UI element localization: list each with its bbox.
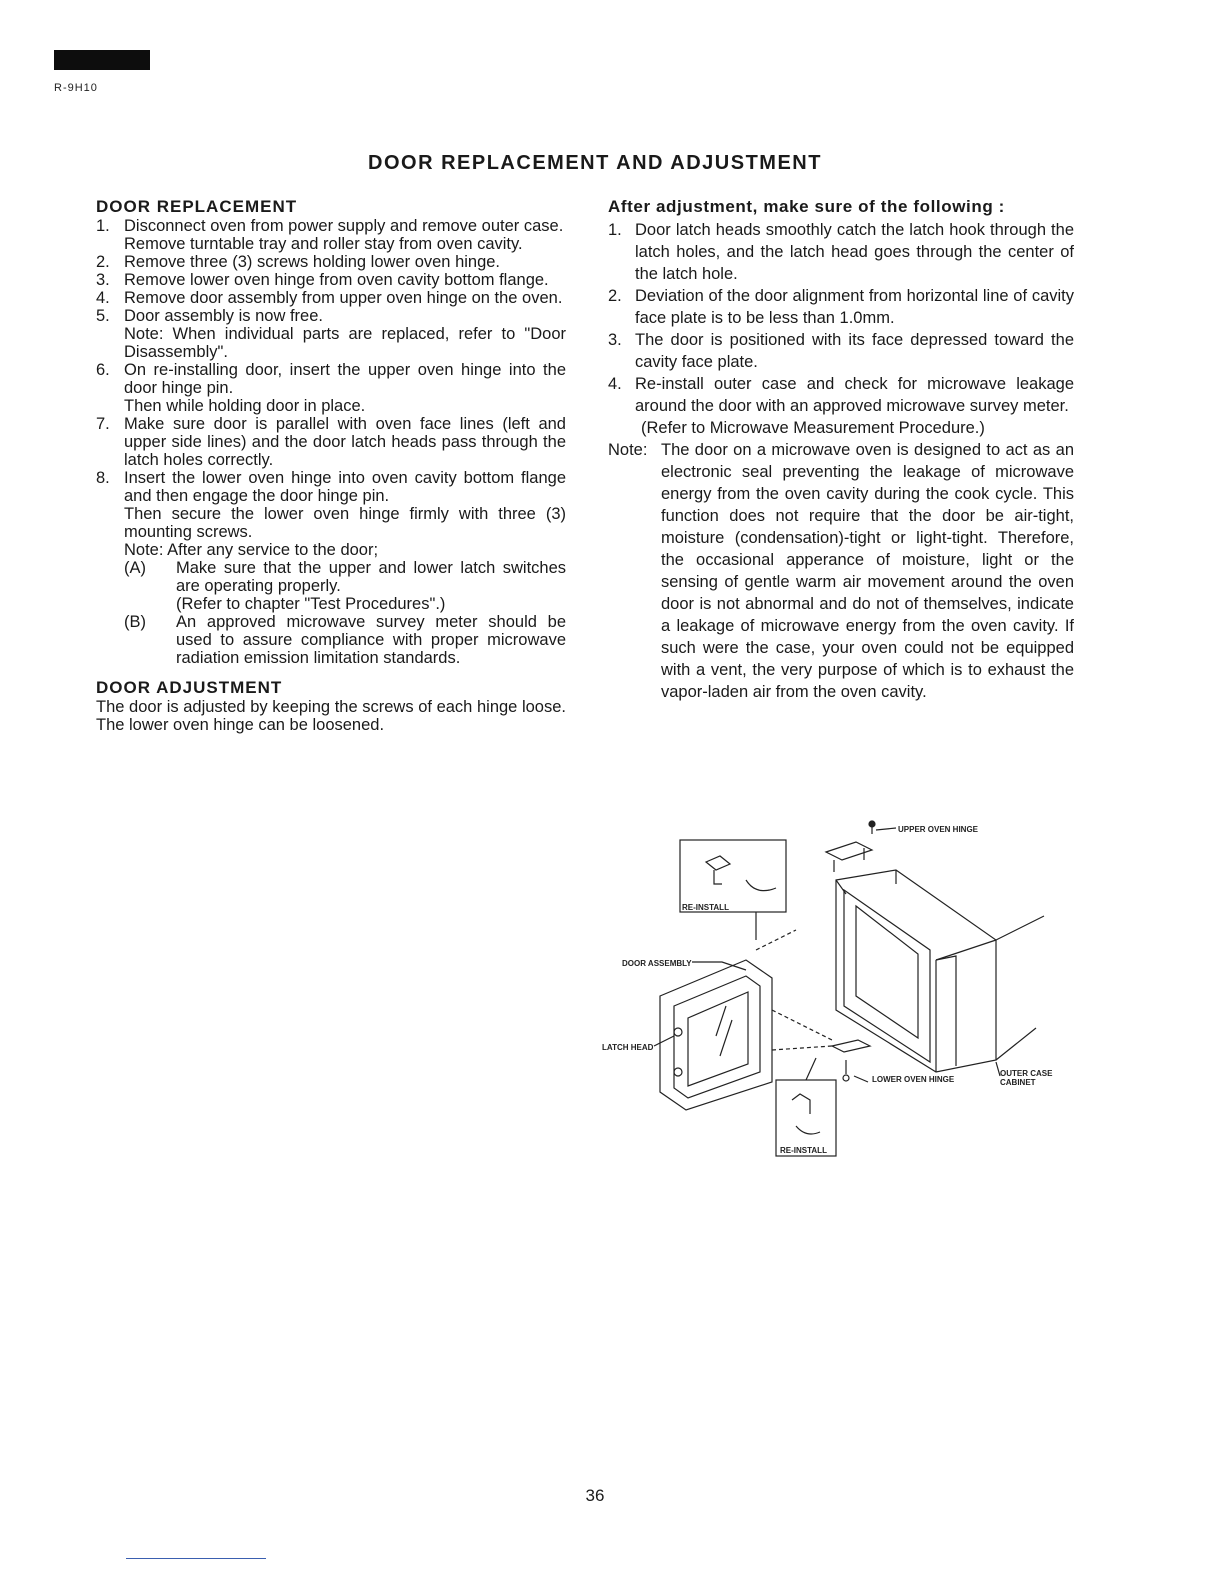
step-text: Door assembly is now free. [124, 307, 323, 325]
step-text: Make sure door is parallel with oven face lines (left and upper side lines) and the door latch heads pass through the latch holes correctly. [124, 415, 566, 469]
step-number: 1. [96, 217, 110, 235]
step-text: Then while holding door in place. [124, 397, 366, 415]
label-latch-head: LATCH HEAD [602, 1043, 654, 1052]
check-step [608, 219, 1074, 285]
check-step [608, 373, 1074, 439]
replacement-step [96, 217, 566, 253]
step-number: 8. [96, 469, 110, 487]
door-assembly-diagram [596, 810, 1066, 1170]
label-reinstall-top: RE-INSTALL [682, 903, 729, 912]
check-step [608, 329, 1074, 373]
sub-item-label: (A) [124, 559, 146, 577]
page-title: DOOR REPLACEMENT AND ADJUSTMENT [368, 152, 822, 174]
label-lower-hinge: LOWER OVEN HINGE [872, 1075, 955, 1084]
sub-item-label: (B) [124, 613, 146, 631]
sub-item-text: An approved microwave survey meter should be used to assure compliance with proper microwave radiation emission limitation standards. [176, 613, 566, 667]
step-number: 2. [608, 287, 622, 305]
step-text: Remove turntable tray and roller stay from oven cavity. [124, 235, 523, 253]
label-cabinet: CABINET [1000, 1078, 1036, 1087]
label-door-assembly: DOOR ASSEMBLY [622, 959, 692, 968]
step-text: Disconnect oven from power supply and remove outer case. [124, 217, 564, 235]
step-text: Door latch heads smoothly catch the latch hook through the latch holes, and the latch head goes through the center of the latch hole. [635, 221, 1074, 283]
reinstall-inset-bottom [776, 1080, 836, 1156]
service-sub-item [96, 559, 566, 613]
step-text: Re-install outer case and check for microwave leakage around the door with an approved microwave survey meter. [635, 375, 1074, 415]
step-number: 3. [608, 331, 622, 349]
label-upper-hinge: UPPER OVEN HINGE [898, 825, 979, 834]
step-text: Remove three (3) screws holding lower oven hinge. [124, 253, 501, 271]
note-label: Note: [608, 441, 648, 459]
after-adjustment-heading: After adjustment, make sure of the following : [608, 197, 1005, 216]
check-step [608, 285, 1074, 329]
step-text: Insert the lower oven hinge into oven cavity bottom flange and then engage the door hinge pin. [124, 469, 566, 505]
step-text: The door is positioned with its face depressed toward the cavity face plate. [635, 331, 1074, 371]
sub-item-text: Make sure that the upper and lower latch switches are operating properly. [176, 559, 566, 595]
replacement-step [96, 253, 566, 271]
step-text: On re-installing door, insert the upper oven hinge into the door hinge pin. [124, 361, 566, 397]
step-number: 1. [608, 221, 622, 239]
reinstall-inset-top [680, 840, 786, 912]
door-adjustment-text: The door is adjusted by keeping the screws of each hinge loose. The lower oven hinge can be loosened. [96, 698, 566, 734]
door-adjustment-heading: DOOR ADJUSTMENT [96, 678, 283, 697]
step-text: Remove lower oven hinge from oven cavity bottom flange. [124, 271, 549, 289]
step-number: 4. [608, 375, 622, 393]
service-note: Note: After any service to the door; [124, 541, 379, 559]
header-black-tab [54, 50, 150, 70]
replacement-step [96, 307, 566, 361]
step-text: Remove door assembly from upper oven hinge on the oven. [124, 289, 563, 307]
bottom-rule [126, 1558, 266, 1559]
step-number: 7. [96, 415, 110, 433]
step-number: 4. [96, 289, 110, 307]
door-replacement-heading: DOOR REPLACEMENT [96, 197, 298, 216]
note-text: The door on a microwave oven is designed to act as an electronic seal preventing the leakage of microwave energy from the oven cavity during the cook cycle. This function does not require that the door be air-tight, moisture (condensation)-tight or light-tight. Therefore, the occasional apperance of moisture, light or the sensing of gentle warm air movement around the oven door is not abnormal and do not of themselves, indicate a leakage of microwave energy from the oven cavity. If such were the case, your oven could not be equipped with a vent, the very purpose of which is to exhaust the vapor-laden air from the oven cavity. [661, 441, 1074, 701]
sub-item-text: (Refer to chapter "Test Procedures".) [176, 595, 446, 613]
left-column [96, 198, 566, 734]
step-number: 6. [96, 361, 110, 379]
page-number: 36 [585, 1486, 605, 1505]
step-number: 5. [96, 307, 110, 325]
label-outer-case: OUTER CASE [1000, 1069, 1053, 1078]
label-reinstall-bottom: RE-INSTALL [780, 1146, 827, 1155]
replacement-step [96, 361, 566, 415]
step-text: Then secure the lower oven hinge firmly with three (3) mounting screws. [124, 505, 566, 541]
model-number: R-9H10 [54, 82, 98, 94]
step-note: Note: When individual parts are replaced, refer to "Door Disassembly". [124, 325, 566, 361]
step-text: (Refer to Microwave Measurement Procedure.) [641, 419, 985, 437]
step-text: Deviation of the door alignment from horizontal line of cavity face plate is to be less than 1.0mm. [635, 287, 1074, 327]
step-number: 3. [96, 271, 110, 289]
right-column [608, 196, 1074, 703]
replacement-step [96, 271, 566, 289]
door-seal-note [608, 439, 1074, 703]
replacement-step [96, 289, 566, 307]
step-number: 2. [96, 253, 110, 271]
service-sub-item [96, 613, 566, 667]
replacement-step [96, 415, 566, 469]
replacement-step [96, 469, 566, 541]
